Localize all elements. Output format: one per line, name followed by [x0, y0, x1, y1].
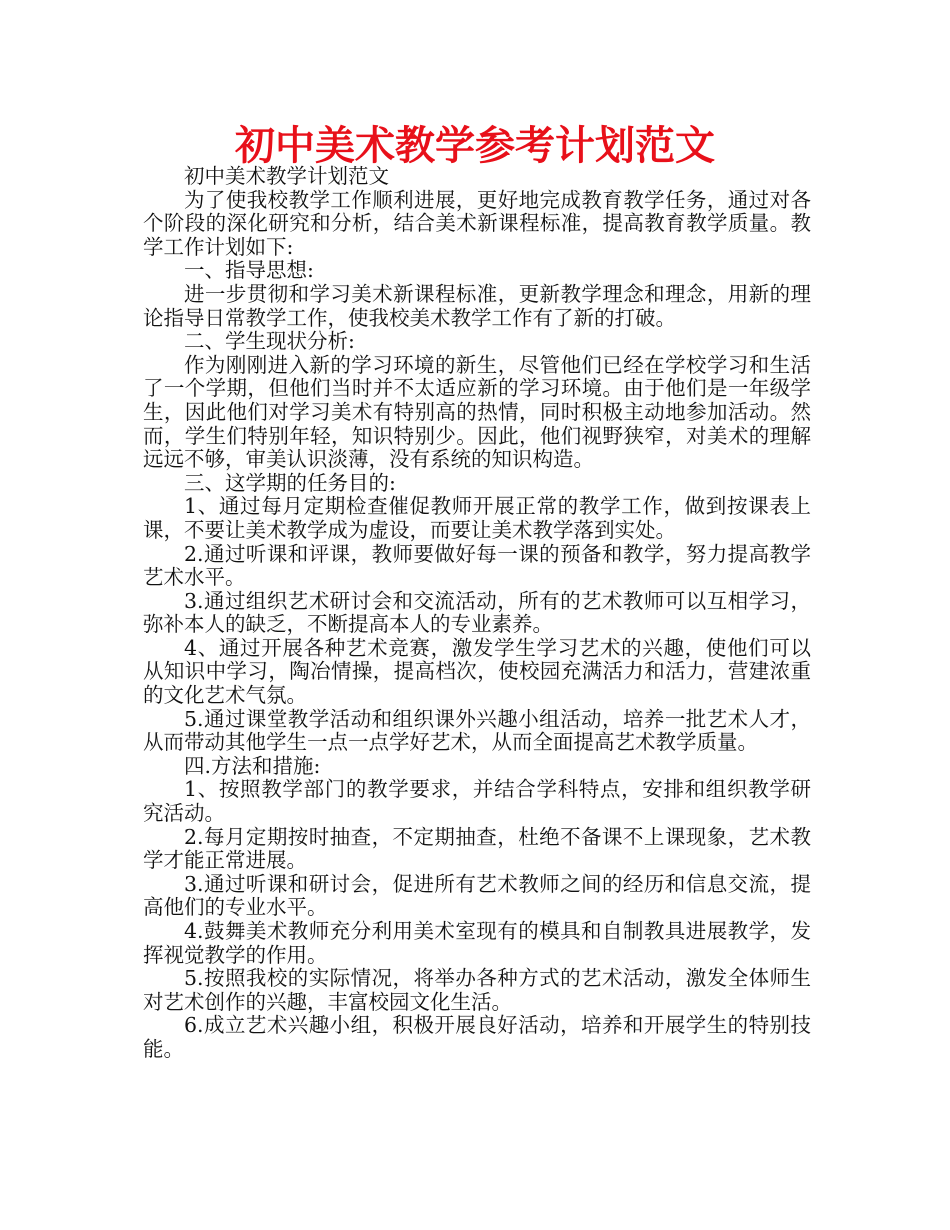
section-heading: 三、这学期的任务目的: — [184, 470, 396, 495]
document-title: 初中美术教学参考计划范文 — [235, 122, 715, 169]
list-item: 4.鼓舞美术教师充分利用美术室现有的模具和自制教具进展教学，发挥视觉教学的作用。 — [143, 919, 811, 967]
section-heading: 二、学生现状分析: — [184, 329, 355, 354]
list-item: 2.每月定期按时抽查，不定期抽查，杜绝不备课不上课现象，艺术教学才能正常进展。 — [143, 824, 811, 873]
list-item: 3.通过组织艺术研讨会和交流活动，所有的艺术教师可以互相学习，弥补本人的缺乏，不断提高本人的专业素养。 — [143, 588, 811, 637]
document-body — [143, 165, 811, 1062]
list-item: 4、通过开展各种艺术竞赛，激发学生学习艺术的兴趣，使他们可以从知识中学习，陶冶情操，提高档次，使校园充满活力和活力，营建浓重的文化艺术气氛。 — [143, 635, 811, 708]
list-item: 6.成立艺术兴趣小组，积极开展良好活动，培养和开展学生的特别技能。 — [143, 1013, 811, 1061]
list-item: 5.按照我校的实际情况，将举办各种方式的艺术活动，激发全体师生对艺术创作的兴趣，丰富校园文化生活。 — [143, 966, 811, 1014]
section-heading: 一、指导思想: — [184, 258, 314, 283]
paragraph: 为了使我校教学工作顺利进展，更好地完成教育教学任务，通过对各个阶段的深化研究和分析，结合美术新课程标准，提高教育教学质量。教学工作计划如下: — [143, 187, 811, 259]
list-item: 3.通过听课和研讨会，促进所有艺术教师之间的经历和信息交流，提高他们的专业水平。 — [143, 871, 811, 920]
paragraph: 作为刚刚进入新的学习环境的新生，尽管他们已经在学校学习和生活了一个学期，但他们当时并不太适应新的学习环境。由于他们是一年级学生，因此他们对学习美术有特别高的热情，同时积极主动地参加活动。然而，学生们特别年轻，知识特别少。因此，他们视野狭窄，对美术的理解远远不够，审美认识淡薄，没有系统的知识构造。 — [143, 352, 811, 472]
paragraph: 初中美术教学计划范文 — [184, 164, 389, 188]
list-item: 2.通过听课和评课，教师要做好每一课的预备和教学，努力提高教学艺术水平。 — [143, 541, 811, 590]
paragraph: 进一步贯彻和学习美术新课程标准，更新教学理念和理念，用新的理论指导日常教学工作，使我校美术教学工作有了新的打破。 — [143, 281, 811, 330]
list-item: 1、通过每月定期检查催促教师开展正常的教学工作，做到按课表上课，不要让美术教学成为虚设，而要让美术教学落到实处。 — [143, 494, 811, 542]
list-item: 1、按照教学部门的教学要求，并结合学科特点，安排和组织教学研究活动。 — [143, 777, 811, 826]
list-item: 5.通过课堂教学活动和组织课外兴趣小组活动，培养一批艺术人才，从而带动其他学生一点一点学好艺术，从而全面提高艺术教学质量。 — [143, 706, 811, 755]
section-heading: 四.方法和措施: — [184, 753, 321, 778]
